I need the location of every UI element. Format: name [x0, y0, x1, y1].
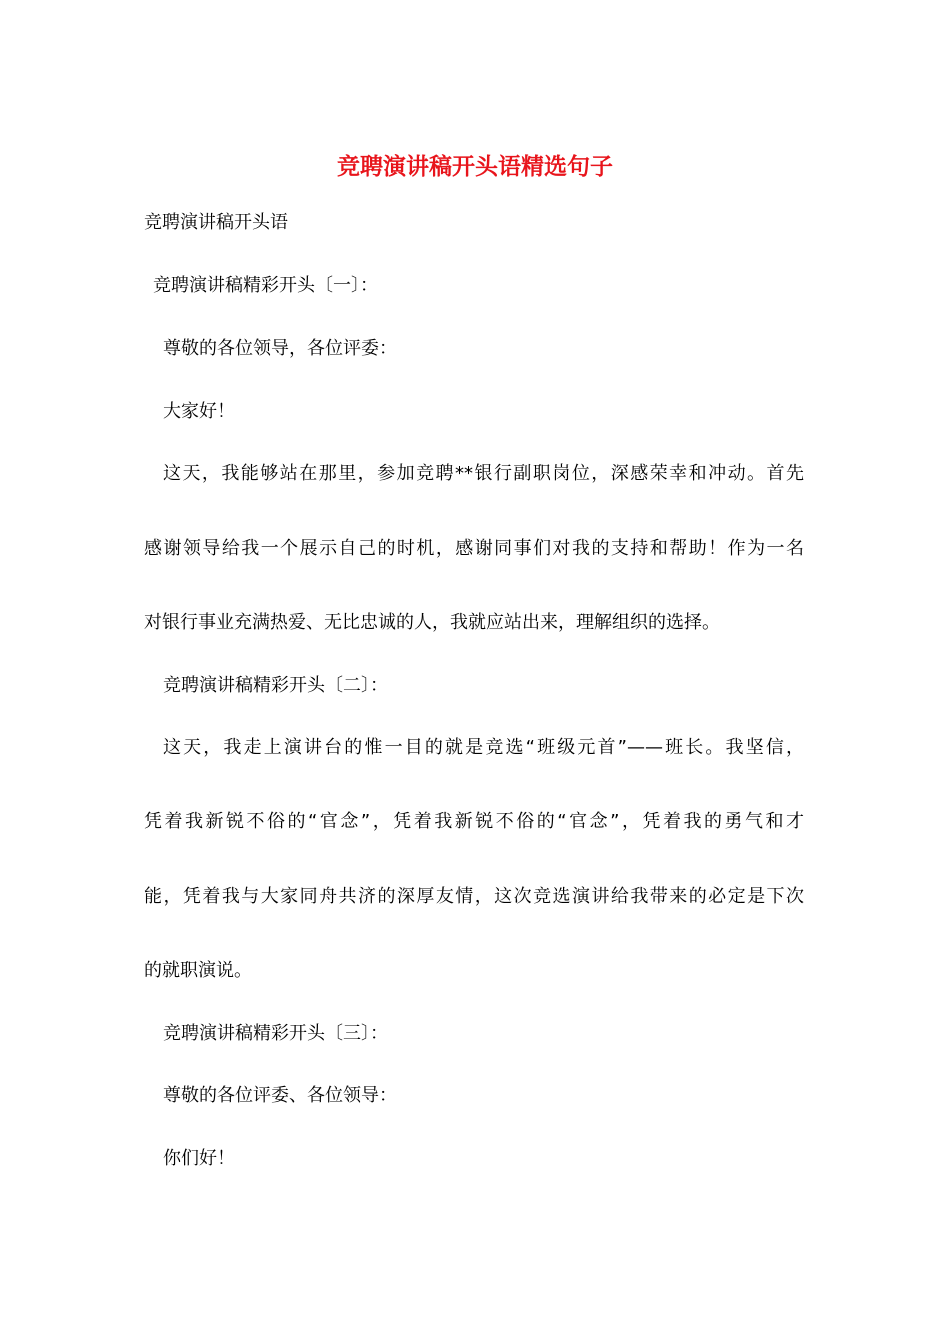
- subsection-heading-3: 竞聘演讲稿精彩开头〔三〕：: [163, 1023, 388, 1044]
- paragraph-line: 对银行事业充满热爱、无比忠诚的人，我就应站出来，理解组织的选择。: [144, 612, 720, 633]
- salutation-1: 尊敬的各位领导，各位评委：: [163, 338, 397, 359]
- paragraph-line: 这天，我能够站在那里，参加竞聘**银行副职岗位，深感荣幸和冲动。首先: [163, 463, 804, 484]
- subsection-heading-2: 竞聘演讲稿精彩开头〔二〕：: [163, 675, 388, 696]
- subsection-heading-1: 竞聘演讲稿精彩开头〔一〕：: [153, 275, 378, 296]
- paragraph-line: 能，凭着我与大家同舟共济的深厚友情，这次竞选演讲给我带来的必定是下次: [144, 886, 804, 907]
- greeting-1: 大家好！: [163, 401, 235, 422]
- paragraph-line: 感谢领导给我一个展示自己的时机，感谢同事们对我的支持和帮助！作为一名: [144, 538, 804, 559]
- paragraph-line: 的就职演说。: [144, 960, 252, 981]
- document-title: 竞聘演讲稿开头语精选句子: [337, 153, 613, 180]
- greeting-3: 你们好！: [163, 1148, 235, 1169]
- section-heading: 竞聘演讲稿开头语: [144, 212, 288, 233]
- salutation-3: 尊敬的各位评委、各位领导：: [163, 1085, 397, 1106]
- paragraph-line: 凭着我新锐不俗的“官念”，凭着我新锐不俗的“官念”，凭着我的勇气和才: [144, 811, 804, 832]
- paragraph-line: 这天，我走上演讲台的惟一目的就是竞选“班级元首”——班长。我坚信，: [163, 737, 804, 758]
